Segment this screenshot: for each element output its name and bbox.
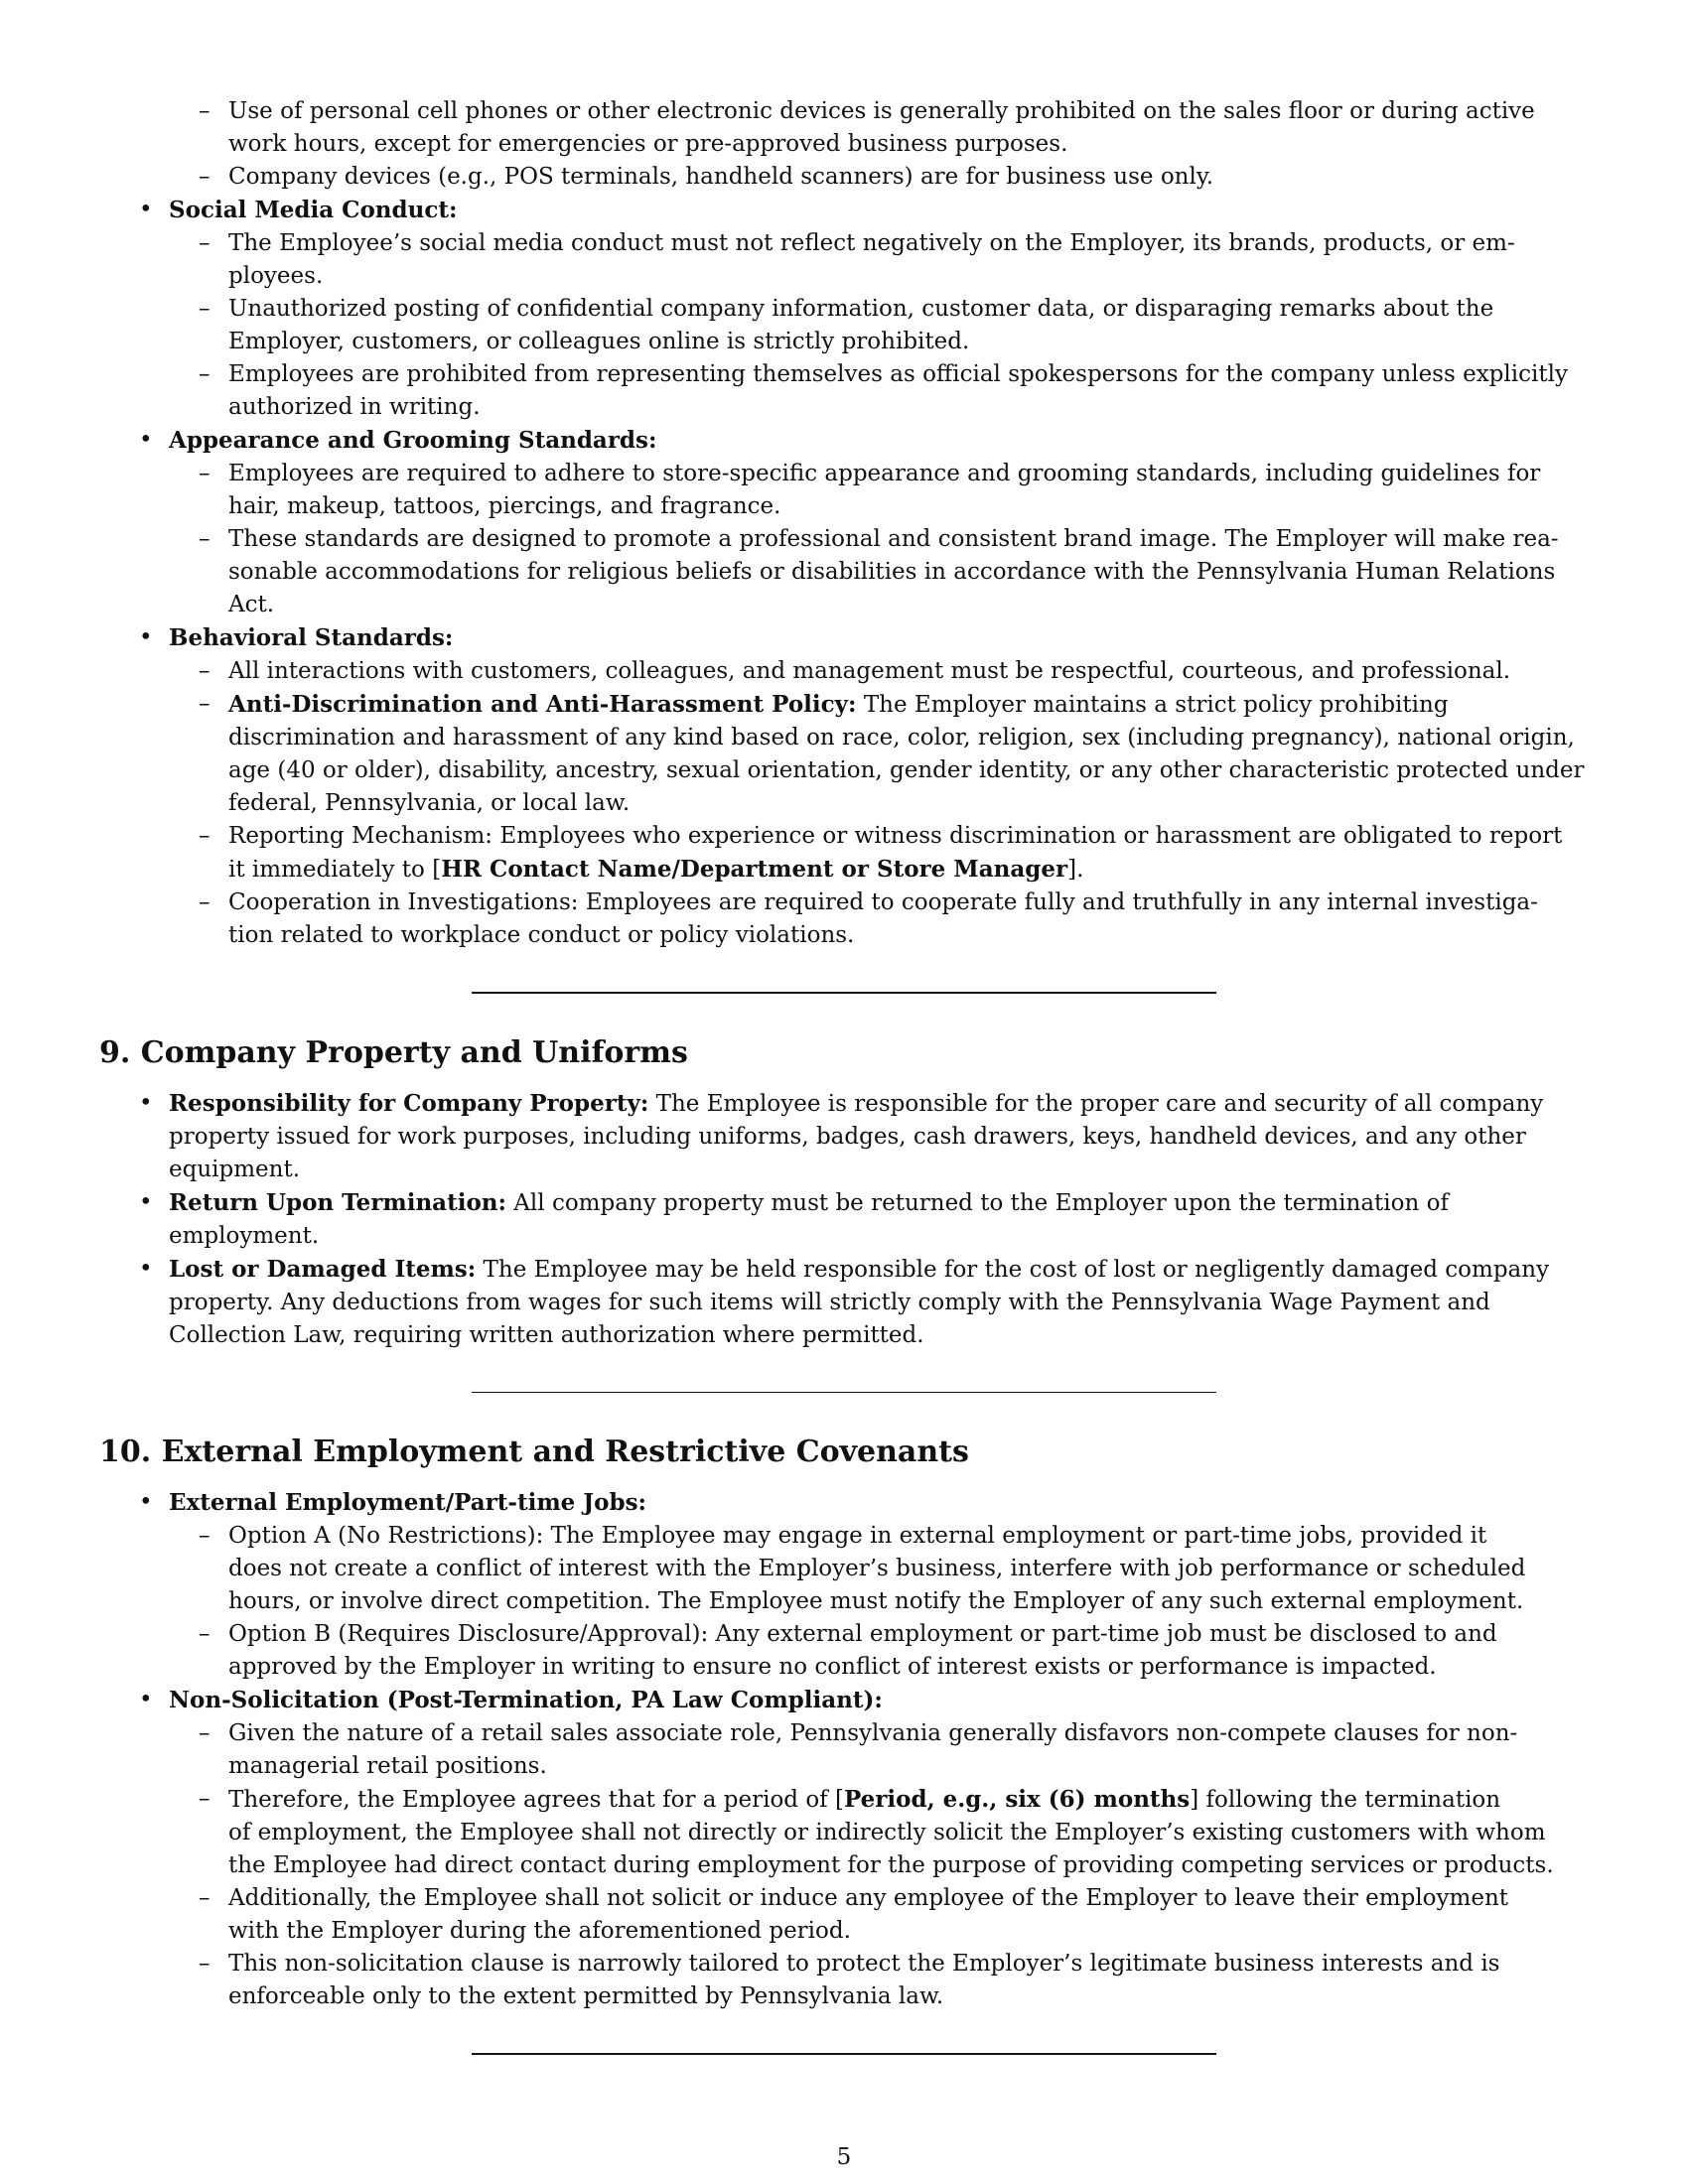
section-divider (472, 2053, 1216, 2055)
text: This non-solicitation clause is narrowly tailored to protect the Employer’s legitimate business interests and is (228, 1951, 1500, 1977)
section-title: 10. External Employment and Restrictive Covenants (99, 1434, 969, 1469)
text: discrimination and harassment of any kind based on race, color, religion, sex (including pregnancy), national origin, (228, 725, 1575, 751)
list-item (99, 887, 1589, 919)
text: ployees. (228, 263, 324, 289)
bold-text: Behavioral Standards: (169, 624, 454, 651)
bold-text: Social Media Conduct: (169, 197, 458, 223)
section-divider (472, 1392, 1216, 1393)
text: age (40 or older), disability, ancestry, sexual orientation, gender identity, or any other characteristic protected under (228, 757, 1585, 783)
list-item (99, 820, 1589, 853)
text: property. Any deductions from wages for such items will strictly comply with the Pennsylvania Wage Payment and (169, 1290, 1490, 1315)
text: Collection Law, requiring written authorization where permitted. (169, 1322, 924, 1348)
text: equipment. (169, 1157, 301, 1182)
bold-text: Period, e.g., six (6) months (843, 1786, 1191, 1813)
text: Employees are required to adhere to store-specific appearance and grooming standards, including guidelines for (228, 461, 1541, 486)
list-item-continuation (99, 1817, 1589, 1849)
list-item (99, 1882, 1589, 1915)
text: The Employee may be held responsible for the cost of lost or negligently damaged company (476, 1257, 1550, 1283)
text: Option A (No Restrictions): The Employee may engage in external employment or part-time jobs, provided it (228, 1523, 1487, 1549)
list-item (99, 1087, 1589, 1121)
list-item (99, 1618, 1589, 1651)
bold-text: Appearance and Grooming Standards: (169, 427, 657, 454)
list-item (99, 1783, 1589, 1817)
list-item (99, 523, 1589, 556)
text: The Employee’s social media conduct must not reflect negatively on the Employer, its brands, products, or em- (228, 230, 1515, 256)
list-item (99, 1253, 1589, 1287)
list-item-continuation (99, 853, 1589, 887)
text: Reporting Mechanism: Employees who experience or witness discrimination or harassment are obligated to report (228, 823, 1563, 849)
list-item (99, 227, 1589, 260)
text: Option B (Requires Disclosure/Approval): Any external employment or part-time job must be disclosed to and (228, 1621, 1497, 1647)
bold-text: Responsibility for Company Property: (169, 1090, 649, 1117)
text: These standards are designed to promote a professional and consistent brand image. The Employer will make rea- (228, 526, 1559, 552)
list-item (99, 161, 1589, 194)
list-item (99, 293, 1589, 326)
list-item-continuation (99, 1849, 1589, 1882)
bullet-heading (99, 1486, 1589, 1520)
text: managerial retail positions. (228, 1753, 547, 1779)
list-item-continuation (99, 1319, 1589, 1352)
page-number: 5 (836, 2144, 852, 2170)
section-divider (472, 992, 1216, 994)
list-item-continuation (99, 1585, 1589, 1618)
text: approved by the Employer in writing to ensure no conflict of interest exists or performance is impacted. (228, 1654, 1437, 1680)
text: Given the nature of a retail sales associate role, Pennsylvania generally disfavors non-compete clauses for non- (228, 1720, 1518, 1746)
text: employment. (169, 1223, 320, 1249)
section-8-continued (99, 95, 1589, 952)
section-9 (99, 1033, 1589, 1352)
list-item-continuation (99, 490, 1589, 523)
text: property issued for work purposes, including uniforms, badges, cash drawers, keys, handheld devices, and any other (169, 1124, 1526, 1150)
list-item-continuation (99, 787, 1589, 820)
list-item (99, 458, 1589, 490)
list-item-continuation (99, 754, 1589, 787)
bold-text: Anti-Discrimination and Anti-Harassment Policy: (228, 691, 857, 718)
text: Therefore, the Employee agrees that for a period of [ (228, 1787, 844, 1813)
text: sonable accommodations for religious beliefs or disabilities in accordance with the Pennsylvania Human Relations (228, 559, 1556, 585)
section-title: 9. Company Property and Uniforms (99, 1035, 688, 1070)
list-item (99, 655, 1589, 688)
text: hair, makeup, tattoos, piercings, and fragrance. (228, 493, 781, 519)
list-item (99, 1520, 1589, 1553)
text: The Employee is responsible for the proper care and security of all company (648, 1091, 1544, 1117)
text: All company property must be returned to the Employer upon the termination of (506, 1190, 1449, 1216)
text: Company devices (e.g., POS terminals, handheld scanners) are for business use only. (228, 164, 1214, 190)
bold-text: External Employment/Part-time Jobs: (169, 1489, 647, 1516)
bullet-heading (99, 194, 1589, 227)
text: Additionally, the Employee shall not solicit or induce any employee of the Employer to leave their employment (228, 1885, 1508, 1911)
list-item-continuation (99, 1154, 1589, 1186)
text: does not create a conflict of interest with the Employer’s business, interfere with job performance or scheduled (228, 1556, 1526, 1581)
text: authorized in writing. (228, 394, 481, 420)
text: Employer, customers, or colleagues online is strictly prohibited. (228, 329, 970, 354)
list-item-continuation (99, 391, 1589, 424)
text: with the Employer during the aforementioned period. (228, 1918, 851, 1944)
list-item-continuation (99, 326, 1589, 358)
list-item-continuation (99, 1220, 1589, 1253)
bold-text: HR Contact Name/Department or Store Manager (441, 856, 1068, 883)
list-item-continuation (99, 1651, 1589, 1684)
list-item-continuation (99, 1980, 1589, 2013)
bullet-heading (99, 1684, 1589, 1717)
text: Unauthorized posting of confidential company information, customer data, or disparaging remarks about the (228, 296, 1494, 322)
bold-text: Return Upon Termination: (169, 1189, 506, 1216)
text: it immediately to [ (228, 857, 442, 883)
text: ]. (1067, 857, 1084, 883)
list-item-continuation (99, 589, 1589, 621)
document-page (99, 95, 1589, 2095)
list-item-continuation (99, 1915, 1589, 1948)
text: the Employee had direct contact during employment for the purpose of providing competing services or products. (228, 1852, 1554, 1878)
list-item-continuation (99, 556, 1589, 589)
text: All interactions with customers, colleagues, and management must be respectful, courteous, and professional. (228, 658, 1511, 684)
bullet-heading (99, 424, 1589, 458)
list-item-continuation (99, 1553, 1589, 1585)
text: ] following the termination (1190, 1787, 1501, 1813)
list-item-continuation (99, 260, 1589, 293)
text: Act. (228, 592, 275, 617)
text: enforceable only to the extent permitted by Pennsylvania law. (228, 1983, 944, 2009)
text: hours, or involve direct competition. The Employee must notify the Employer of any such external employment. (228, 1588, 1524, 1614)
text: work hours, except for emergencies or pre-approved business purposes. (228, 131, 1068, 157)
list-item (99, 688, 1589, 722)
text: tion related to workplace conduct or policy violations. (228, 922, 855, 948)
list-item (99, 1186, 1589, 1220)
text: Employees are prohibited from representing themselves as official spokespersons for the company unless explicitly (228, 361, 1568, 387)
list-item-continuation (99, 1750, 1589, 1783)
list-item-continuation (99, 722, 1589, 754)
list-item-continuation (99, 1287, 1589, 1319)
list-item-continuation (99, 919, 1589, 952)
section-10 (99, 1433, 1589, 2013)
list-item-continuation (99, 128, 1589, 161)
list-item (99, 1717, 1589, 1750)
text: Use of personal cell phones or other electronic devices is generally prohibited on the sales floor or during active (228, 98, 1535, 124)
list-item (99, 1948, 1589, 1980)
bullet-heading (99, 621, 1589, 655)
text: Cooperation in Investigations: Employees are required to cooperate fully and truthfully in any internal investiga- (228, 889, 1538, 915)
list-item (99, 358, 1589, 391)
text: The Employer maintains a strict policy prohibiting (856, 692, 1449, 718)
list-item-continuation (99, 1121, 1589, 1154)
list-item (99, 95, 1589, 128)
bold-text: Lost or Damaged Items: (169, 1256, 477, 1283)
text: federal, Pennsylvania, or local law. (228, 790, 631, 816)
bold-text: Non-Solicitation (Post-Termination, PA Law Compliant): (169, 1687, 883, 1713)
text: of employment, the Employee shall not directly or indirectly solicit the Employer’s existing customers with whom (228, 1820, 1546, 1845)
